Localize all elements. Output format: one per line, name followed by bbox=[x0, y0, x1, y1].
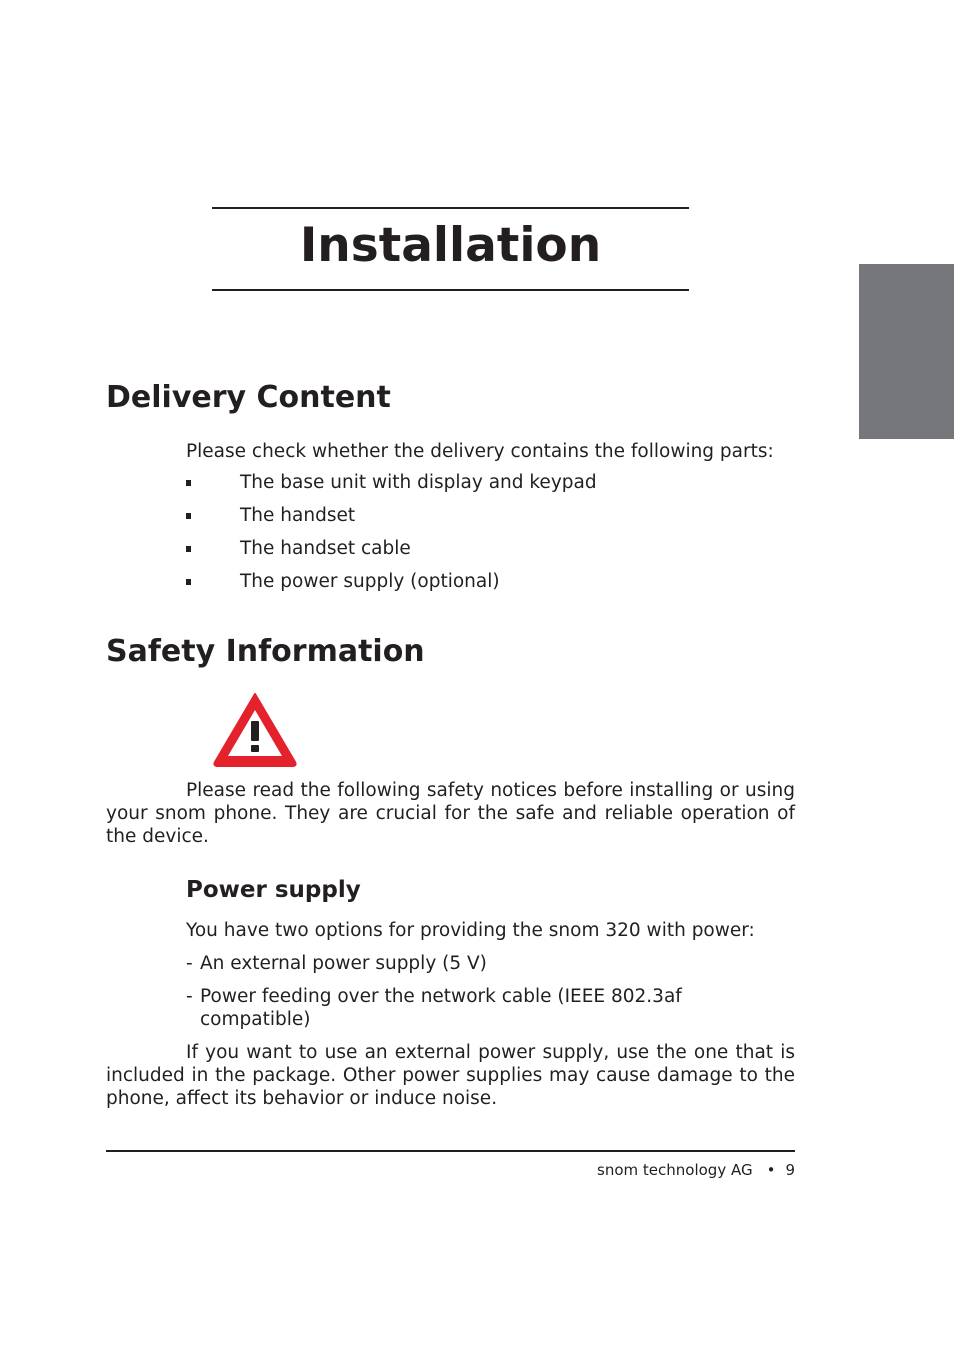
safety-heading: Safety Information bbox=[106, 634, 425, 669]
safety-notice: Please read the following safety notices before installing or using your snom phone. They are crucial for the safe and reliable operation of the device. bbox=[106, 780, 795, 847]
list-item-text: The handset bbox=[240, 505, 356, 526]
list-item-text: The handset cable bbox=[240, 538, 411, 559]
footer-company: snom technology AG bbox=[597, 1161, 753, 1179]
title-rule-bottom bbox=[212, 289, 689, 291]
power-supply-note: If you want to use an external power supply, use the one that is included in the package. Other power supplies may cause damage to the phone, affect its behavior or induce noise. bbox=[106, 1042, 795, 1109]
dash-marker: - bbox=[186, 986, 193, 1007]
delivery-heading: Delivery Content bbox=[106, 380, 391, 415]
bullet-icon bbox=[186, 480, 191, 486]
chapter-number: 1 bbox=[875, 581, 921, 655]
list-item-text: The base unit with display and keypad bbox=[240, 472, 597, 493]
page-footer bbox=[597, 1160, 795, 1180]
footer-rule bbox=[106, 1150, 795, 1152]
chapter-tab bbox=[859, 264, 954, 655]
dash-marker: - bbox=[186, 953, 193, 974]
title-rule-top bbox=[212, 207, 689, 209]
chapter-title: Installation bbox=[299, 218, 602, 273]
delivery-intro: Please check whether the delivery contains the following parts: bbox=[186, 441, 774, 462]
power-option-text: Power feeding over the network cable (IEEE 802.3af compatible) bbox=[200, 986, 682, 1030]
warning-triangle-icon bbox=[211, 690, 299, 768]
power-option-text: An external power supply (5 V) bbox=[200, 953, 487, 974]
power-supply-heading: Power supply bbox=[186, 877, 361, 903]
power-supply-intro: You have two options for providing the snom 320 with power: bbox=[186, 920, 755, 941]
footer-separator: • bbox=[766, 1161, 776, 1179]
page-number: 9 bbox=[785, 1161, 795, 1179]
bullet-icon bbox=[186, 546, 191, 552]
bullet-icon bbox=[186, 579, 191, 585]
bullet-icon bbox=[186, 513, 191, 519]
list-item-text: The power supply (optional) bbox=[240, 571, 500, 592]
